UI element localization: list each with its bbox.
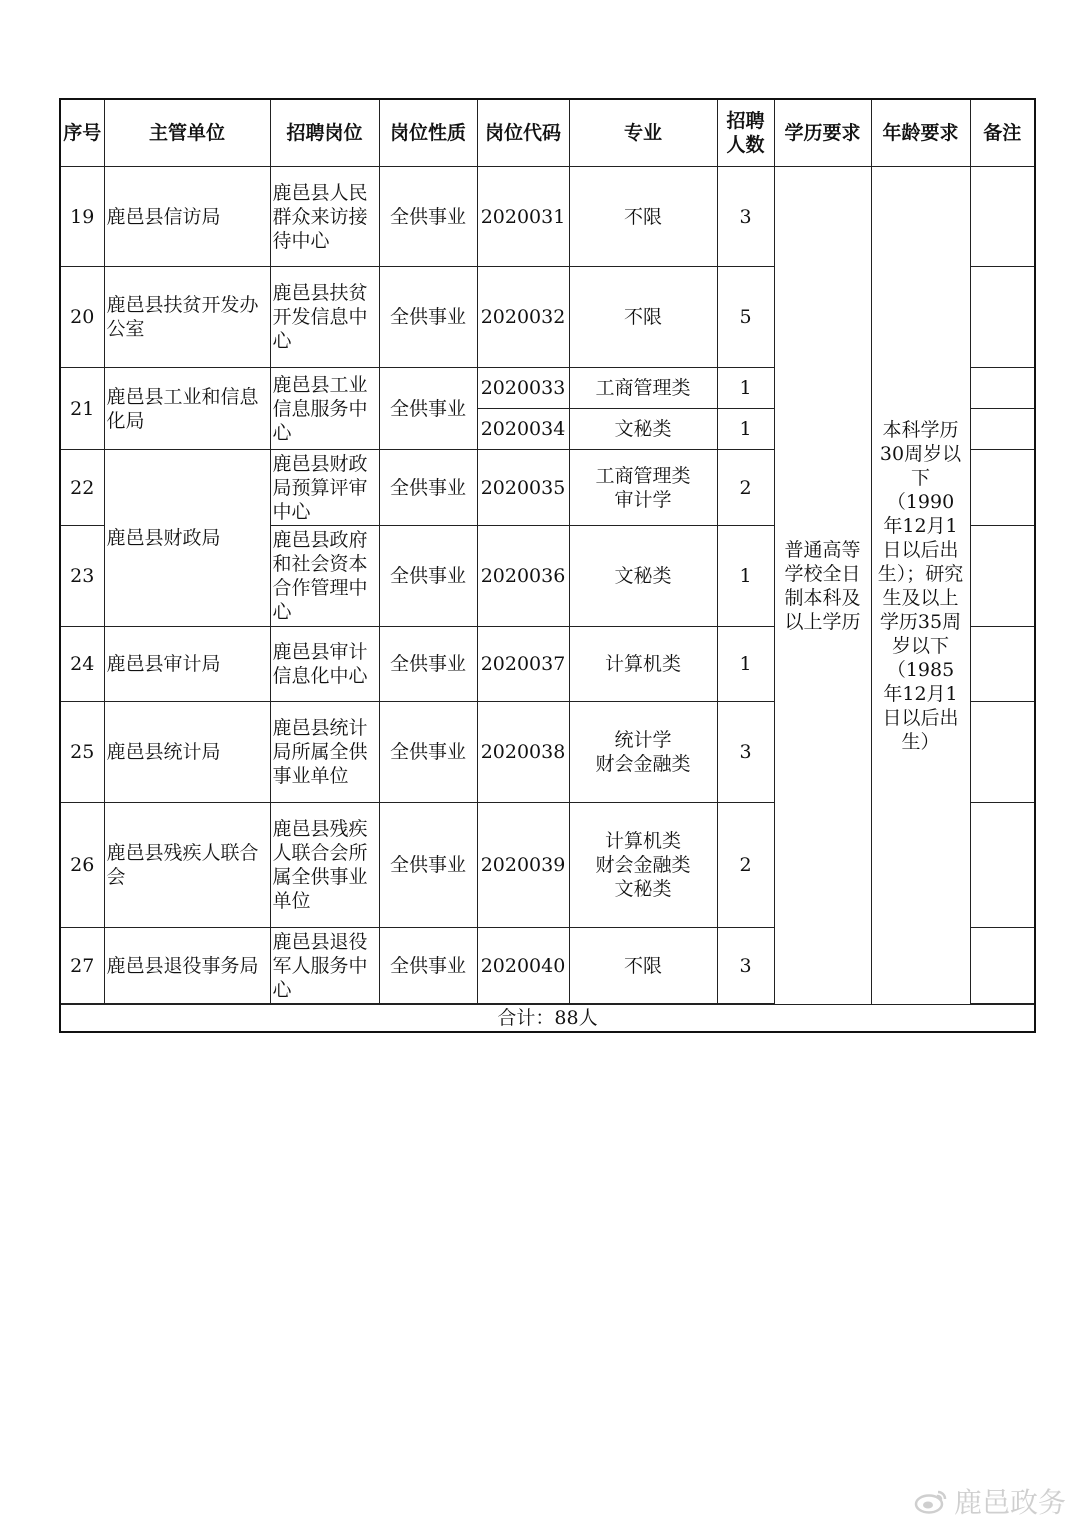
row-post: 鹿邑县残疾人联合会所属全供事业单位 (270, 803, 379, 928)
row-major: 工商管理类 审计学 (569, 450, 717, 526)
row-code: 2020039 (477, 803, 569, 928)
row-no: 20 (60, 267, 104, 368)
row-unit: 鹿邑县审计局 (104, 627, 270, 702)
row-post: 鹿邑县工业信息服务中心 (270, 368, 379, 450)
row-post: 鹿邑县人民群众来访接待中心 (270, 167, 379, 267)
header-row (60, 99, 1035, 167)
row-major: 文秘类 (569, 409, 717, 450)
row-unit: 鹿邑县退役事务局 (104, 928, 270, 1004)
header-no: 序号 (60, 99, 104, 167)
row-count: 1 (717, 627, 774, 702)
row-nature: 全供事业 (379, 928, 477, 1004)
row-major: 文秘类 (569, 526, 717, 627)
row-major: 计算机类 (569, 627, 717, 702)
row-remark (970, 702, 1035, 803)
row-unit: 鹿邑县工业和信息化局 (104, 368, 270, 450)
row-remark (970, 450, 1035, 526)
total-count: 合计：88人 (60, 1005, 1035, 1033)
row-count: 1 (717, 526, 774, 627)
row-nature: 全供事业 (379, 627, 477, 702)
row-code: 2020038 (477, 702, 569, 803)
row-count: 2 (717, 803, 774, 928)
row-major: 统计学 财会金融类 (569, 702, 717, 803)
row-count: 5 (717, 267, 774, 368)
row-code: 2020034 (477, 409, 569, 450)
header-remark: 备注 (970, 99, 1035, 167)
weibo-logo-icon (914, 1488, 948, 1514)
row-count: 1 (717, 368, 774, 409)
row-no: 22 (60, 450, 104, 526)
header-post: 招聘岗位 (270, 99, 379, 167)
row-remark (970, 627, 1035, 702)
row-post: 鹿邑县财政局预算评审中心 (270, 450, 379, 526)
row-remark (970, 167, 1035, 267)
row-unit: 鹿邑县财政局 (104, 450, 270, 627)
header-code: 岗位代码 (477, 99, 569, 167)
row-remark (970, 928, 1035, 1004)
row-post: 鹿邑县扶贫开发信息中心 (270, 267, 379, 368)
row-unit: 鹿邑县扶贫开发办公室 (104, 267, 270, 368)
row-no: 24 (60, 627, 104, 702)
row-unit: 鹿邑县信访局 (104, 167, 270, 267)
row-code: 2020037 (477, 627, 569, 702)
row-post: 鹿邑县政府和社会资本合作管理中心 (270, 526, 379, 627)
row-remark (970, 803, 1035, 928)
row-nature: 全供事业 (379, 167, 477, 267)
row-major: 不限 (569, 928, 717, 1004)
row-major: 工商管理类 (569, 368, 717, 409)
row-no: 27 (60, 928, 104, 1004)
row-unit: 鹿邑县残疾人联合会 (104, 803, 270, 928)
row-no: 19 (60, 167, 104, 267)
row-nature: 全供事业 (379, 368, 477, 450)
header-count: 招聘人数 (717, 99, 774, 167)
row-count: 2 (717, 450, 774, 526)
row-remark (970, 409, 1035, 450)
weibo-watermark (914, 1481, 1066, 1521)
header-major: 专业 (569, 99, 717, 167)
total-row (60, 1005, 1035, 1033)
row-remark (970, 368, 1035, 409)
row-count: 3 (717, 167, 774, 267)
row-nature: 全供事业 (379, 702, 477, 803)
row-major: 计算机类 财会金融类 文秘类 (569, 803, 717, 928)
row-nature: 全供事业 (379, 450, 477, 526)
row-count: 1 (717, 409, 774, 450)
row-code: 2020035 (477, 450, 569, 526)
row-code: 2020031 (477, 167, 569, 267)
row-no: 23 (60, 526, 104, 627)
row-no: 25 (60, 702, 104, 803)
row-nature: 全供事业 (379, 267, 477, 368)
row-code: 2020032 (477, 267, 569, 368)
header-unit: 主管单位 (104, 99, 270, 167)
education-requirement: 普通高等学校全日制本科及以上学历 (774, 167, 871, 1005)
table-row (60, 167, 1035, 267)
row-nature: 全供事业 (379, 803, 477, 928)
row-major: 不限 (569, 267, 717, 368)
row-count: 3 (717, 702, 774, 803)
row-remark (970, 526, 1035, 627)
row-nature: 全供事业 (379, 526, 477, 627)
row-remark (970, 267, 1035, 368)
header-education: 学历要求 (774, 99, 871, 167)
watermark-text: 鹿邑政务 (953, 1486, 1066, 1519)
row-code: 2020036 (477, 526, 569, 627)
row-post: 鹿邑县统计局所属全供事业单位 (270, 702, 379, 803)
recruitment-table (59, 98, 1036, 1033)
header-nature: 岗位性质 (379, 99, 477, 167)
header-age: 年龄要求 (871, 99, 970, 167)
row-major: 不限 (569, 167, 717, 267)
row-unit: 鹿邑县统计局 (104, 702, 270, 803)
row-no: 21 (60, 368, 104, 450)
row-post: 鹿邑县退役军人服务中心 (270, 928, 379, 1004)
age-requirement: 本科学历30周岁以下（1990年12月1日以后出生）；研究生及以上学历35周岁以下（1985年12月1日以后出生） (871, 167, 970, 1005)
row-post: 鹿邑县审计信息化中心 (270, 627, 379, 702)
row-count: 3 (717, 928, 774, 1004)
row-no: 26 (60, 803, 104, 928)
row-code: 2020040 (477, 928, 569, 1004)
row-code: 2020033 (477, 368, 569, 409)
